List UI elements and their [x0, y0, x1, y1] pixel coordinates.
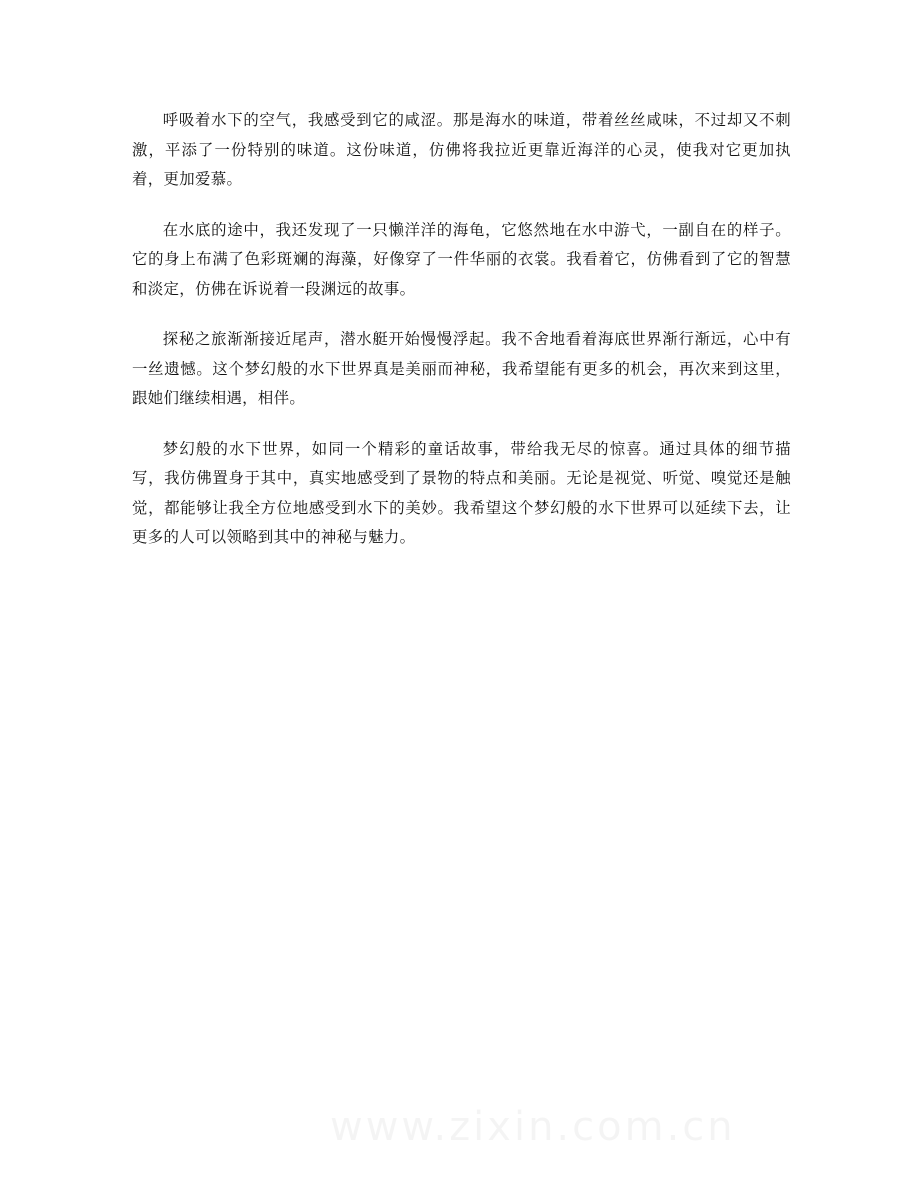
- document-body: [132, 106, 791, 574]
- paragraph: 探秘之旅渐渐接近尾声，潜水艇开始慢慢浮起。我不舍地看着海底世界渐行渐远，心中有一丝遗憾。这个梦幻般的水下世界真是美丽而神秘，我希望能有更多的机会，再次来到这里，跟她们继续相遇，相伴。: [132, 330, 791, 407]
- watermark: [330, 1104, 650, 1152]
- paragraph: 梦幻般的水下世界，如同一个精彩的童话故事，带给我无尽的惊喜。通过具体的细节描写，我仿佛置身于其中，真实地感受到了景物的特点和美丽。无论是视觉、听觉、嗅觉还是触觉，都能够让我全方位地感受到水下的美妙。我希望这个梦幻般的水下世界可以延续下去，让更多的人可以领略到其中的神秘与魅力。: [132, 439, 791, 546]
- paragraph: 在水底的途中，我还发现了一只懒洋洋的海龟，它悠然地在水中游弋，一副自在的样子。它的身上布满了色彩斑斓的海藻，好像穿了一件华丽的衣裳。我看着它，仿佛看到了它的智慧和淡定，仿佛在诉说着一段渊远的故事。: [132, 220, 791, 298]
- paragraph: 呼吸着水下的空气，我感受到它的咸涩。那是海水的味道，带着丝丝咸味，不过却又不刺激，平添了一份特别的味道。这份味道，仿佛将我拉近更靠近海洋的心灵，使我对它更加执着，更加爱慕。: [132, 111, 791, 188]
